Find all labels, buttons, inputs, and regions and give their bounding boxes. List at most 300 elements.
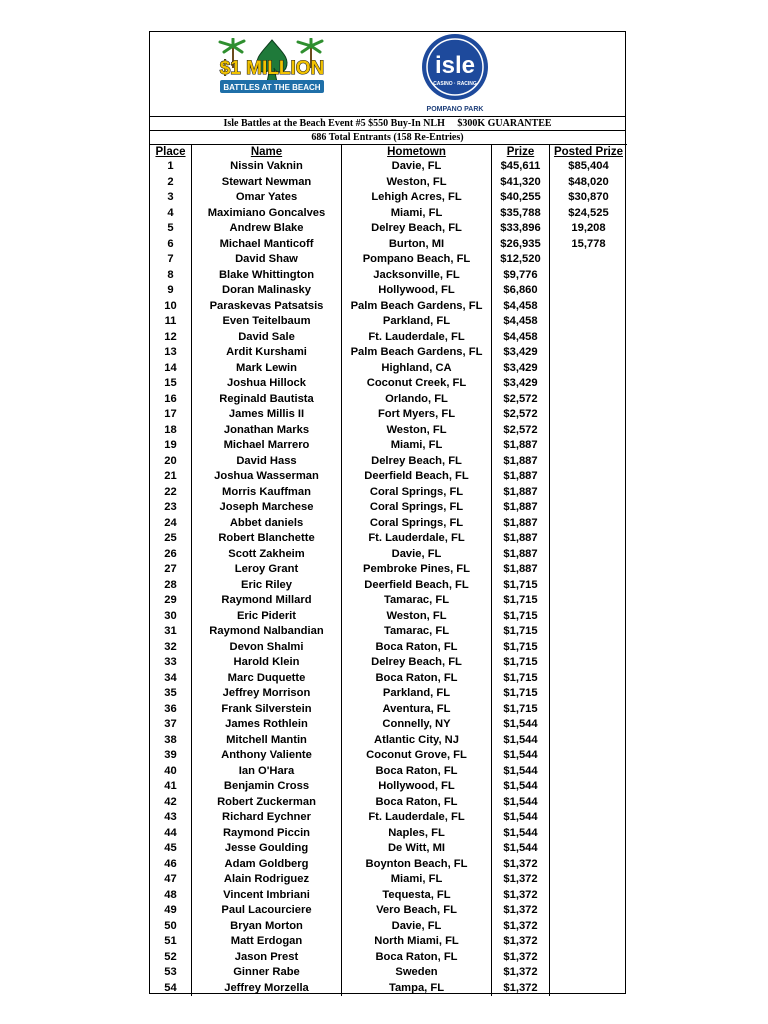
prize-cell: $1,544	[492, 748, 550, 764]
prize-cell: $1,887	[492, 485, 550, 501]
prize-cell: $2,572	[492, 407, 550, 423]
name-cell: Mark Lewin	[192, 361, 342, 377]
table-row	[150, 392, 627, 408]
name-cell: Blake Whittington	[192, 268, 342, 284]
name-cell: Andrew Blake	[192, 221, 342, 237]
hometown-cell: Jacksonville, FL	[342, 268, 492, 284]
name-cell: Vincent Imbriani	[192, 888, 342, 904]
prize-cell: $1,372	[492, 934, 550, 950]
table-row	[150, 485, 627, 501]
table-row	[150, 795, 627, 811]
place-cell: 9	[167, 284, 174, 296]
prize-cell: $1,715	[492, 624, 550, 640]
place-cell: 2	[167, 175, 174, 188]
prize-cell: $1,544	[492, 826, 550, 842]
place-cell: 20	[164, 454, 177, 467]
table-row	[150, 423, 627, 439]
hometown-cell: Deerfield Beach, FL	[342, 578, 492, 594]
name-cell: Omar Yates	[192, 190, 342, 206]
name-header: Name	[192, 145, 342, 160]
hometown-cell: Boca Raton, FL	[342, 795, 492, 811]
posted-prize-cell	[550, 764, 628, 780]
place-cell: 17	[164, 408, 177, 420]
place-cell: 47	[164, 873, 177, 885]
hometown-cell: Palm Beach Gardens, FL	[342, 299, 492, 315]
event-title: Isle Battles at the Beach Event #5 $550 Buy-In NLH	[223, 118, 445, 129]
results-sheet	[149, 31, 626, 994]
posted-prize-cell: 15,778	[550, 237, 628, 253]
prize-cell: $1,544	[492, 717, 550, 733]
posted-prize-cell	[550, 268, 628, 284]
prize-cell: $1,544	[492, 841, 550, 857]
isle-subtitle: CASINO · RACING	[433, 81, 477, 87]
posted-prize-cell	[550, 547, 628, 563]
name-cell: Morris Kauffman	[192, 485, 342, 501]
posted-prize-cell: 19,208	[550, 221, 628, 237]
hometown-cell: Coral Springs, FL	[342, 500, 492, 516]
place-cell: 28	[164, 578, 177, 591]
prize-cell: $1,544	[492, 764, 550, 780]
table-row	[150, 717, 627, 733]
table-row	[150, 609, 627, 625]
hometown-cell: Miami, FL	[342, 206, 492, 222]
hometown-cell: Highland, CA	[342, 361, 492, 377]
table-row	[150, 314, 627, 330]
place-cell: 24	[164, 516, 177, 529]
place-cell: 38	[164, 733, 177, 746]
name-cell: Eric Riley	[192, 578, 342, 594]
name-cell: David Shaw	[192, 252, 342, 268]
hometown-cell: Tamarac, FL	[342, 624, 492, 640]
prize-cell: $1,887	[492, 562, 550, 578]
posted-prize-cell	[550, 702, 628, 718]
results-table	[150, 144, 627, 996]
posted-prize-cell	[550, 485, 628, 501]
name-cell: Reginald Bautista	[192, 392, 342, 408]
posted-prize-cell: $48,020	[550, 175, 628, 191]
hometown-cell: Delrey Beach, FL	[342, 221, 492, 237]
entrants-line	[150, 130, 625, 144]
posted-prize-cell: $85,404	[550, 159, 628, 175]
posted-prize-cell	[550, 299, 628, 315]
name-cell: Robert Zuckerman	[192, 795, 342, 811]
hometown-cell: Davie, FL	[342, 919, 492, 935]
hometown-cell: Palm Beach Gardens, FL	[342, 345, 492, 361]
name-cell: Nissin Vaknin	[192, 159, 342, 175]
hometown-cell: Boca Raton, FL	[342, 950, 492, 966]
posted-prize-cell	[550, 686, 628, 702]
hometown-cell: Fort Myers, FL	[342, 407, 492, 423]
table-row	[150, 438, 627, 454]
prize-cell: $1,544	[492, 733, 550, 749]
posted-prize-cell	[550, 423, 628, 439]
prize-cell: $1,544	[492, 810, 550, 826]
place-cell: 21	[164, 470, 177, 482]
place-cell: 46	[164, 857, 177, 870]
hometown-cell: Weston, FL	[342, 423, 492, 439]
table-row	[150, 562, 627, 578]
table-row	[150, 934, 627, 950]
table-row	[150, 376, 627, 392]
posted-prize-cell	[550, 655, 628, 671]
table-row	[150, 702, 627, 718]
posted-prize-cell	[550, 857, 628, 873]
posted-prize-header: Posted Prize	[550, 145, 628, 160]
hometown-cell: Miami, FL	[342, 438, 492, 454]
table-row	[150, 919, 627, 935]
isle-brand: isle	[434, 52, 476, 79]
name-cell: Ian O'Hara	[192, 764, 342, 780]
hometown-cell: Coral Springs, FL	[342, 485, 492, 501]
name-cell: Raymond Nalbandian	[192, 624, 342, 640]
place-cell: 10	[164, 299, 177, 312]
place-cell: 3	[167, 191, 174, 203]
posted-prize-cell	[550, 640, 628, 656]
place-cell: 35	[164, 687, 177, 699]
place-cell: 13	[164, 346, 177, 358]
place-cell: 19	[164, 439, 177, 451]
hometown-cell: Burton, MI	[342, 237, 492, 253]
table-row	[150, 190, 627, 206]
posted-prize-cell	[550, 531, 628, 547]
posted-prize-cell	[550, 376, 628, 392]
posted-prize-cell	[550, 717, 628, 733]
event-title-line	[150, 116, 625, 130]
prize-cell: $3,429	[492, 345, 550, 361]
place-cell: 4	[167, 206, 174, 219]
place-cell: 42	[164, 795, 177, 808]
name-cell: Raymond Millard	[192, 593, 342, 609]
table-row	[150, 624, 627, 640]
posted-prize-cell	[550, 934, 628, 950]
hometown-header: Hometown	[342, 145, 492, 160]
posted-prize-cell	[550, 500, 628, 516]
place-cell: 29	[164, 594, 177, 606]
table-row	[150, 330, 627, 346]
place-cell: 48	[164, 888, 177, 901]
table-row	[150, 578, 627, 594]
prize-cell: $1,715	[492, 655, 550, 671]
table-row	[150, 950, 627, 966]
hometown-cell: Boynton Beach, FL	[342, 857, 492, 873]
place-cell: 8	[167, 268, 174, 281]
prize-cell: $1,372	[492, 903, 550, 919]
table-row	[150, 655, 627, 671]
million-battles-logo	[202, 38, 342, 102]
table-row	[150, 640, 627, 656]
name-cell: Devon Shalmi	[192, 640, 342, 656]
posted-prize-cell	[550, 965, 628, 981]
name-cell: Frank Silverstein	[192, 702, 342, 718]
place-cell: 51	[164, 935, 177, 947]
prize-cell: $1,544	[492, 779, 550, 795]
place-cell: 32	[164, 640, 177, 653]
place-cell: 6	[167, 237, 174, 250]
prize-cell: $33,896	[492, 221, 550, 237]
hometown-cell: Aventura, FL	[342, 702, 492, 718]
place-cell: 5	[167, 222, 174, 234]
prize-cell: $1,887	[492, 469, 550, 485]
name-cell: David Hass	[192, 454, 342, 470]
name-cell: Joshua Hillock	[192, 376, 342, 392]
name-cell: Abbet daniels	[192, 516, 342, 532]
hometown-cell: Vero Beach, FL	[342, 903, 492, 919]
place-cell: 30	[164, 609, 177, 622]
prize-cell: $1,887	[492, 438, 550, 454]
prize-cell: $45,611	[492, 159, 550, 175]
prize-cell: $1,372	[492, 919, 550, 935]
guarantee-label: $300K GUARANTEE	[457, 118, 552, 129]
posted-prize-cell	[550, 795, 628, 811]
hometown-cell: Orlando, FL	[342, 392, 492, 408]
posted-prize-cell	[550, 609, 628, 625]
isle-casino-logo	[412, 32, 498, 116]
logo-banner	[150, 32, 625, 116]
place-cell: 43	[164, 811, 177, 823]
name-cell: James Rothlein	[192, 717, 342, 733]
table-row	[150, 237, 627, 253]
name-cell: Jesse Goulding	[192, 841, 342, 857]
table-row	[150, 888, 627, 904]
place-cell: 7	[167, 253, 174, 265]
prize-cell: $26,935	[492, 237, 550, 253]
name-cell: Adam Goldberg	[192, 857, 342, 873]
table-row	[150, 841, 627, 857]
hometown-cell: Tampa, FL	[342, 981, 492, 997]
hometown-cell: Pembroke Pines, FL	[342, 562, 492, 578]
table-row	[150, 903, 627, 919]
place-cell: 18	[164, 423, 177, 436]
hometown-cell: Tamarac, FL	[342, 593, 492, 609]
hometown-cell: Boca Raton, FL	[342, 764, 492, 780]
prize-cell: $41,320	[492, 175, 550, 191]
table-row	[150, 547, 627, 563]
name-cell: Jonathan Marks	[192, 423, 342, 439]
hometown-cell: Coconut Creek, FL	[342, 376, 492, 392]
prize-cell: $1,887	[492, 531, 550, 547]
prize-cell: $2,572	[492, 392, 550, 408]
place-cell: 50	[164, 919, 177, 932]
table-row	[150, 206, 627, 222]
name-cell: Ginner Rabe	[192, 965, 342, 981]
prize-cell: $1,887	[492, 500, 550, 516]
posted-prize-cell	[550, 345, 628, 361]
name-cell: Joseph Marchese	[192, 500, 342, 516]
name-cell: Mitchell Mantin	[192, 733, 342, 749]
table-row	[150, 159, 627, 175]
table-row	[150, 299, 627, 315]
name-cell: Benjamin Cross	[192, 779, 342, 795]
table-row	[150, 671, 627, 687]
place-cell: 45	[164, 842, 177, 854]
table-row	[150, 826, 627, 842]
prize-cell: $1,715	[492, 640, 550, 656]
table-row	[150, 810, 627, 826]
table-row	[150, 407, 627, 423]
table-row	[150, 345, 627, 361]
name-cell: Maximiano Goncalves	[192, 206, 342, 222]
table-row	[150, 686, 627, 702]
prize-cell: $4,458	[492, 314, 550, 330]
place-cell: 27	[164, 563, 177, 575]
prize-cell: $1,887	[492, 547, 550, 563]
name-cell: Jason Prest	[192, 950, 342, 966]
table-row	[150, 516, 627, 532]
posted-prize-cell: $24,525	[550, 206, 628, 222]
posted-prize-cell	[550, 593, 628, 609]
posted-prize-cell	[550, 810, 628, 826]
posted-prize-cell	[550, 392, 628, 408]
table-row	[150, 965, 627, 981]
hometown-cell: Davie, FL	[342, 159, 492, 175]
place-cell: 44	[164, 826, 177, 839]
million-title: $1 MILLION	[219, 58, 325, 79]
hometown-cell: Lehigh Acres, FL	[342, 190, 492, 206]
place-cell: 41	[164, 780, 177, 792]
name-cell: James Millis II	[192, 407, 342, 423]
posted-prize-cell	[550, 748, 628, 764]
table-row	[150, 779, 627, 795]
table-row	[150, 748, 627, 764]
hometown-cell: Boca Raton, FL	[342, 671, 492, 687]
table-row	[150, 361, 627, 377]
place-cell: 31	[164, 625, 177, 637]
posted-prize-cell	[550, 314, 628, 330]
hometown-cell: Naples, FL	[342, 826, 492, 842]
posted-prize-cell	[550, 950, 628, 966]
hometown-cell: Delrey Beach, FL	[342, 454, 492, 470]
posted-prize-cell	[550, 516, 628, 532]
place-cell: 26	[164, 547, 177, 560]
name-cell: Richard Eychner	[192, 810, 342, 826]
prize-cell: $1,715	[492, 578, 550, 594]
results-body	[150, 159, 627, 996]
name-cell: Harold Klein	[192, 655, 342, 671]
hometown-cell: Coconut Grove, FL	[342, 748, 492, 764]
hometown-cell: Tequesta, FL	[342, 888, 492, 904]
prize-cell: $4,458	[492, 330, 550, 346]
posted-prize-cell	[550, 252, 628, 268]
name-cell: Stewart Newman	[192, 175, 342, 191]
hometown-cell: Atlantic City, NJ	[342, 733, 492, 749]
table-row	[150, 268, 627, 284]
prize-cell: $1,372	[492, 950, 550, 966]
place-cell: 16	[164, 392, 177, 405]
hometown-cell: Parkland, FL	[342, 686, 492, 702]
prize-cell: $1,715	[492, 593, 550, 609]
posted-prize-cell	[550, 283, 628, 299]
hometown-cell: Boca Raton, FL	[342, 640, 492, 656]
place-cell: 37	[164, 718, 177, 730]
table-row	[150, 593, 627, 609]
table-row	[150, 764, 627, 780]
prize-cell: $12,520	[492, 252, 550, 268]
posted-prize-cell	[550, 438, 628, 454]
posted-prize-cell	[550, 330, 628, 346]
table-row	[150, 283, 627, 299]
prize-cell: $40,255	[492, 190, 550, 206]
table-row	[150, 252, 627, 268]
prize-cell: $1,372	[492, 888, 550, 904]
hometown-cell: Deerfield Beach, FL	[342, 469, 492, 485]
name-cell: Anthony Valiente	[192, 748, 342, 764]
posted-prize-cell	[550, 733, 628, 749]
prize-cell: $1,715	[492, 609, 550, 625]
million-subtitle: BATTLES AT THE BEACH	[223, 83, 321, 92]
place-cell: 22	[164, 485, 177, 498]
prize-cell: $4,458	[492, 299, 550, 315]
name-cell: Ardit Kurshami	[192, 345, 342, 361]
place-cell: 33	[164, 656, 177, 668]
prize-cell: $1,544	[492, 795, 550, 811]
posted-prize-cell	[550, 578, 628, 594]
name-cell: Michael Manticoff	[192, 237, 342, 253]
name-cell: Eric Piderit	[192, 609, 342, 625]
name-cell: Raymond Piccin	[192, 826, 342, 842]
hometown-cell: Miami, FL	[342, 872, 492, 888]
place-cell: 40	[164, 764, 177, 777]
name-cell: Joshua Wasserman	[192, 469, 342, 485]
prize-cell: $1,372	[492, 981, 550, 997]
table-row	[150, 531, 627, 547]
place-cell: 36	[164, 702, 177, 715]
name-cell: Doran Malinasky	[192, 283, 342, 299]
place-cell: 12	[164, 330, 177, 343]
table-row	[150, 733, 627, 749]
isle-location: POMPANO PARK	[426, 106, 484, 113]
prize-cell: $3,429	[492, 361, 550, 377]
place-cell: 1	[167, 160, 174, 172]
name-cell: David Sale	[192, 330, 342, 346]
name-cell: Scott Zakheim	[192, 547, 342, 563]
name-cell: Bryan Morton	[192, 919, 342, 935]
prize-cell: $1,372	[492, 872, 550, 888]
posted-prize-cell	[550, 469, 628, 485]
name-cell: Leroy Grant	[192, 562, 342, 578]
prize-cell: $6,860	[492, 283, 550, 299]
hometown-cell: Davie, FL	[342, 547, 492, 563]
place-cell: 53	[164, 966, 177, 978]
name-cell: Marc Duquette	[192, 671, 342, 687]
name-cell: Robert Blanchette	[192, 531, 342, 547]
posted-prize-cell	[550, 562, 628, 578]
name-cell: Matt Erdogan	[192, 934, 342, 950]
hometown-cell: Coral Springs, FL	[342, 516, 492, 532]
prize-header: Prize	[492, 145, 550, 160]
hometown-cell: Parkland, FL	[342, 314, 492, 330]
name-cell: Alain Rodriguez	[192, 872, 342, 888]
hometown-cell: North Miami, FL	[342, 934, 492, 950]
prize-cell: $1,887	[492, 516, 550, 532]
prize-cell: $1,372	[492, 965, 550, 981]
place-cell: 15	[164, 377, 177, 389]
name-cell: Paul Lacourciere	[192, 903, 342, 919]
posted-prize-cell	[550, 872, 628, 888]
name-cell: Jeffrey Morzella	[192, 981, 342, 997]
place-cell: 39	[164, 749, 177, 761]
table-row	[150, 981, 627, 997]
hometown-cell: Ft. Lauderdale, FL	[342, 810, 492, 826]
table-row	[150, 857, 627, 873]
posted-prize-cell	[550, 454, 628, 470]
hometown-cell: Hollywood, FL	[342, 779, 492, 795]
hometown-cell: Delrey Beach, FL	[342, 655, 492, 671]
place-cell: 49	[164, 904, 177, 916]
place-cell: 11	[164, 315, 177, 327]
place-cell: 25	[164, 532, 177, 544]
prize-cell: $2,572	[492, 423, 550, 439]
table-row	[150, 872, 627, 888]
